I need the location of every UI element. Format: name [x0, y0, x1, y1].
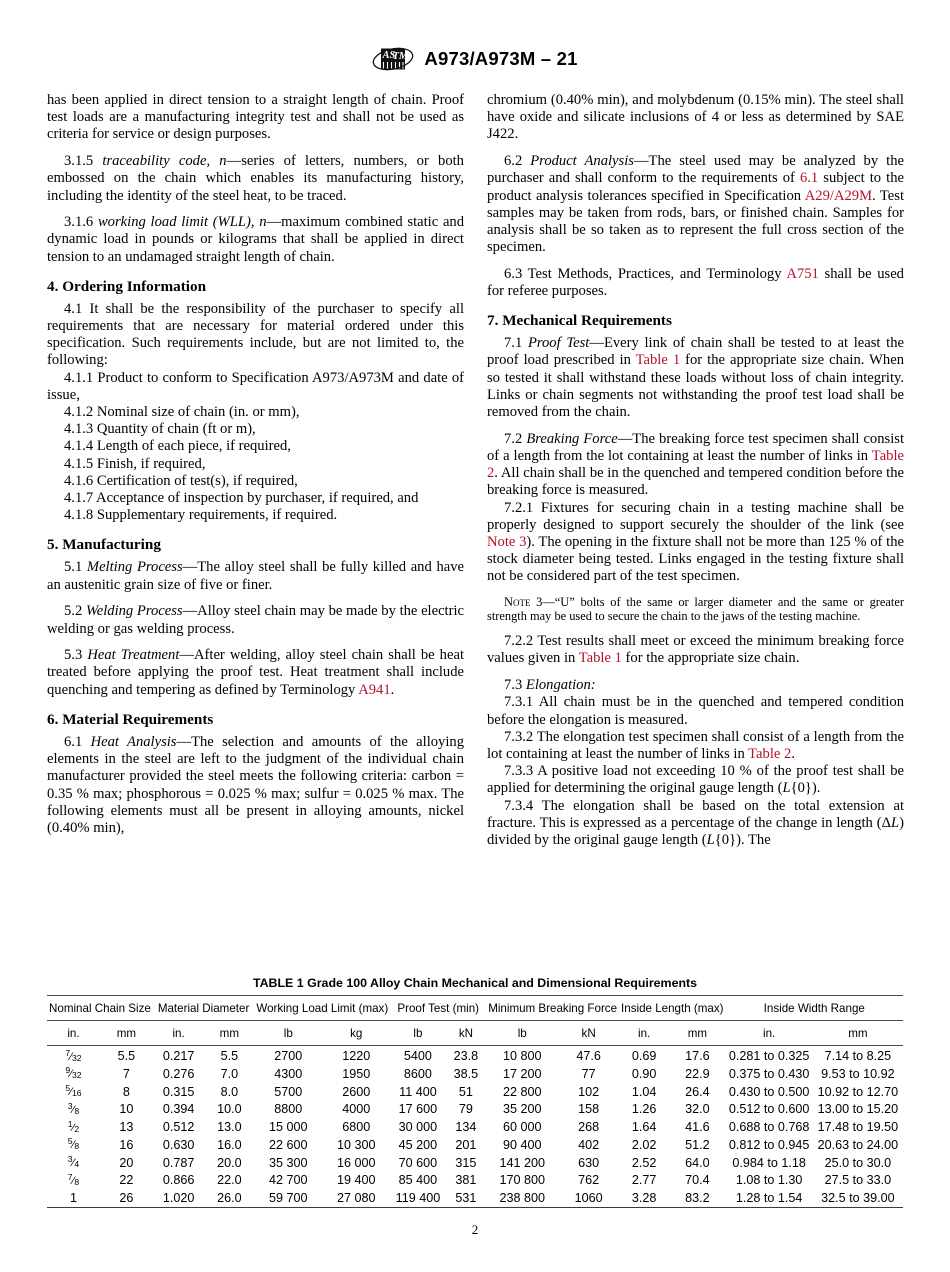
cell-diameter-in: 0.217: [162, 1049, 195, 1063]
clause-text-tail: ). The opening in the fixture shall not be more than 125 % of the stock diameter being tested. Links engaged in the testing fixture shall not be considered part of the test specimen.: [487, 533, 904, 585]
cell-proof-lb: 17 600: [398, 1102, 438, 1117]
cell-inside-length-in: 2.52: [631, 1155, 657, 1170]
col-unit-mm: mm: [219, 1027, 239, 1041]
paragraph-4-1: 4.1 It shall be the responsibility of the purchaser to specify all requirements that are necessary for material ordered under this specification. Such requirements include, but are not limited to, the following:: [47, 300, 464, 369]
definition-text: —Alloy steel chain may be made by the electric welding or gas welding process.: [47, 603, 465, 637]
cell-diameter-in: 0.866: [162, 1173, 195, 1188]
definition-text: —The breaking force test specimen shall consist of a length from the lot containing at least the number of links in: [487, 430, 904, 464]
col-unit-lb: lb: [283, 1027, 293, 1041]
cell-mbf-kn: 47.6: [576, 1049, 601, 1063]
clause-text-tail: {0}). The: [714, 832, 771, 848]
cell-inside-length-in: 0.69: [631, 1049, 657, 1063]
paragraph-3-1-5: [47, 153, 464, 205]
cell-inside-length-mm: 70.4: [685, 1173, 710, 1188]
cell-inside-length-mm: 64.0: [685, 1155, 710, 1170]
col-unit-in: in.: [638, 1027, 651, 1041]
cell-wll-kg: 2600: [342, 1084, 371, 1099]
table-row: [47, 1119, 903, 1137]
cell-wll-kg: 10 300: [336, 1137, 376, 1152]
link-clause-6-1[interactable]: 6.1: [799, 170, 819, 187]
cell-nominal-mm: 10: [119, 1102, 134, 1117]
paragraph-4-1-2: 4.1.2 Nominal size of chain (in. or mm),: [64, 404, 300, 421]
paragraph-3-1-6: [47, 214, 464, 266]
col-unit-kg: kg: [350, 1027, 363, 1041]
paragraph-5-1: [47, 559, 464, 593]
clause-number: 6.2: [504, 153, 523, 170]
col-group-inside-width-range: Inside Width Range: [763, 1002, 865, 1015]
cell-proof-lb: 30 000: [398, 1120, 438, 1135]
cell-mbf-kn: 402: [578, 1137, 600, 1152]
clause-text: 7.3.2 The elongation test specimen shall consist of a length from the lot containing at least the number of links in: [487, 728, 904, 762]
note-3: [487, 595, 904, 624]
cell-wll-lb: 22 600: [269, 1137, 308, 1152]
clause-text: 7.2.1 Fixtures for securing chain in a testing machine shall be properly designed to support securely the shoulder of the link (see: [487, 499, 904, 533]
symbol-gauge-length: L: [782, 780, 791, 797]
cell-mbf-lb: 17 200: [502, 1066, 542, 1081]
cell-inside-length-in: 3.28: [631, 1191, 657, 1206]
cell-nominal-mm: 8: [122, 1084, 130, 1099]
cell-diameter-in: 0.315: [162, 1084, 195, 1099]
cell-inside-width-in: 0.512 to 0.600: [728, 1102, 810, 1117]
cell-diameter-mm: 22.0: [217, 1173, 242, 1188]
symbol-delta-length: L: [891, 814, 900, 831]
paragraph-4-1-3: 4.1.3 Quantity of chain (ft or m),: [64, 421, 256, 438]
paragraph-4-1-1: 4.1.1 Product to conform to Specification A973/A973M and date of issue,: [47, 369, 464, 403]
cell-inside-length-in: 1.64: [631, 1120, 657, 1135]
cell-proof-kn: 79: [458, 1102, 473, 1117]
cell-diameter-in: 0.512: [162, 1120, 195, 1135]
cell-inside-width-in: 1.28 to 1.54: [735, 1191, 803, 1206]
cell-diameter-in: 0.787: [162, 1155, 195, 1170]
table-bottom-rule: [47, 1208, 903, 1210]
clause-number: 3.1.5: [64, 153, 94, 170]
clause-text-tail: for the appropriate size chain.: [621, 650, 800, 667]
definition-text: —After welding, alloy steel chain shall be heat treated before applying the proof test. Heat treatment shall include quenching and tempering as defined by Terminology: [47, 647, 464, 698]
cell-proof-kn: 315: [455, 1155, 477, 1170]
cell-wll-kg: 1220: [342, 1049, 371, 1063]
definition-text: —Every link of chain shall be tested to at least the proof load prescribed in: [487, 335, 904, 369]
paragraph-7-2-2: [487, 633, 904, 667]
cell-wll-kg: 4000: [342, 1102, 371, 1117]
cell-mbf-lb: 60 000: [502, 1120, 542, 1135]
cell-mbf-lb: 141 200: [499, 1155, 545, 1170]
cell-nominal-size-in: 1: [69, 1191, 77, 1206]
cell-nominal-mm: 13: [119, 1120, 134, 1135]
cell-nominal-mm: 7: [122, 1066, 130, 1081]
cell-proof-kn: 23.8: [453, 1049, 479, 1063]
cell-wll-lb: 35 300: [269, 1155, 308, 1170]
cell-nominal-size-in: $^9⁄_{32}$: [65, 1065, 82, 1081]
cell-mbf-lb: 238 800: [499, 1191, 545, 1206]
cell-proof-kn: 134: [455, 1120, 477, 1135]
link-table-1[interactable]: Table 1: [635, 352, 681, 369]
clause-number: 5.2: [64, 603, 83, 620]
cell-mbf-kn: 1060: [574, 1191, 603, 1206]
svg-text:TM: TM: [392, 51, 409, 62]
cell-inside-width-mm: 25.0 to 30.0: [824, 1155, 892, 1170]
cell-proof-lb: 8600: [403, 1066, 432, 1081]
cell-proof-kn: 38.5: [453, 1066, 479, 1081]
page-number: 2: [471, 1222, 479, 1237]
clause-text-tail: shall be used for referee purposes.: [487, 265, 904, 300]
cell-mbf-kn: 77: [581, 1066, 596, 1081]
cell-mbf-lb: 22 800: [502, 1084, 542, 1099]
cell-nominal-mm: 5.5: [117, 1049, 136, 1063]
col-unit-lb: lb: [413, 1027, 423, 1041]
definition-text-tail: for the appropriate size chain. When so tested it shall withstand these loads without loss of chain integrity. Links or chain segments not withstanding the proof test load shall be removed from the chain.: [487, 352, 904, 421]
term-product-analysis: Product Analysis: [530, 153, 634, 170]
cell-mbf-kn: 158: [578, 1102, 600, 1117]
cell-mbf-kn: 630: [578, 1155, 600, 1170]
term-working-load-limit: working load limit (WLL), n: [97, 214, 267, 231]
cell-inside-length-in: 2.77: [631, 1173, 657, 1188]
cell-diameter-mm: 20.0: [217, 1155, 242, 1170]
link-a941[interactable]: A941: [358, 681, 391, 698]
paragraph-4-1-6: 4.1.6 Certification of test(s), if required,: [64, 472, 298, 489]
cell-inside-width-mm: 10.92 to 12.70: [817, 1084, 899, 1099]
cell-proof-kn: 201: [455, 1137, 477, 1152]
paragraph-4-1-7: 4.1.7 Acceptance of inspection by purchaser, if required, and: [64, 490, 419, 507]
clause-text: 6.3 Test Methods, Practices, and Terminology: [504, 265, 787, 282]
cell-inside-width-mm: 9.53 to 10.92: [821, 1066, 895, 1081]
section-heading-5: 5. Manufacturing: [47, 536, 161, 554]
term-proof-test: Proof Test: [527, 335, 590, 352]
table-1-caption: TABLE 1 Grade 100 Alloy Chain Mechanical and Dimensional Requirements: [252, 976, 698, 990]
definition-text: —The steel used may be analyzed by the purchaser and shall conform to the requirements of: [487, 153, 904, 187]
definition-text-tail: . All chain shall be in the quenched and tempered condition before the breaking force is measured.: [487, 465, 904, 499]
note-label: Note: [504, 594, 531, 609]
cell-nominal-size-in: $^1⁄_2$: [67, 1118, 80, 1134]
table-unit-header-row: [47, 1022, 903, 1046]
cell-wll-kg: 6800: [342, 1120, 371, 1135]
clause-number: 7.1: [504, 335, 523, 352]
cell-mbf-lb: 35 200: [502, 1102, 542, 1117]
cell-mbf-kn: 102: [578, 1084, 600, 1099]
cell-inside-length-in: 2.02: [631, 1137, 657, 1152]
clause-number: 5.1: [64, 559, 83, 576]
cell-mbf-kn: 762: [578, 1173, 600, 1188]
cell-nominal-mm: 26: [119, 1191, 134, 1206]
cell-proof-lb: 11 400: [399, 1084, 437, 1099]
clause-number: 3.1.6: [64, 214, 94, 231]
term-heat-analysis: Heat Analysis: [90, 733, 177, 750]
table-group-header-row: [47, 997, 903, 1021]
cell-inside-length-mm: 17.6: [685, 1049, 710, 1063]
col-group-nominal-chain-size: Nominal Chain Size: [49, 1002, 151, 1015]
cell-diameter-mm: 13.0: [217, 1120, 242, 1135]
term-melting-process: Melting Process: [86, 559, 183, 576]
section-heading-4: 4. Ordering Information: [47, 277, 207, 295]
term-traceability-code: traceability code, n: [102, 153, 227, 170]
cell-inside-width-mm: 13.00 to 15.20: [817, 1102, 899, 1117]
cell-diameter-mm: 26.0: [217, 1191, 242, 1206]
cell-proof-lb: 119 400: [395, 1191, 441, 1206]
definition-text: —The alloy steel shall be fully killed and have an austenitic grain size of five or finer.: [47, 559, 464, 593]
cell-inside-length-mm: 41.6: [685, 1120, 710, 1135]
cell-mbf-kn: 268: [578, 1120, 600, 1135]
paragraph-continuation: chromium (0.40% min), and molybdenum (0.15% min). The steel shall have oxide and silicate inclusions of 4 or less as determined by SAE J422.: [487, 92, 904, 143]
term-elongation: Elongation:: [525, 677, 596, 694]
note-text: 3—“U” bolts of the same or larger diameter and the same or greater strength may be used to secure the chain to the jaws of the testing machine.: [487, 594, 904, 624]
col-unit-mm: mm: [848, 1027, 868, 1041]
paragraph-6-3: [487, 266, 904, 300]
paragraph-7-3-3: [487, 763, 904, 797]
definition-text-tail: . Test samples may be taken from rods, bars, or finished chain. Samples for analysis shall be so taken as to represent the full cross section of the specimen.: [487, 187, 905, 256]
symbol-gauge-length: L: [706, 832, 715, 848]
clause-text: ) divided by the original gauge length (: [487, 814, 904, 848]
link-table-2[interactable]: Table 2: [748, 745, 792, 762]
document-title: A973/A973M – 21: [424, 48, 578, 69]
term-welding-process: Welding Process: [85, 603, 183, 620]
clause-text: 7.3.4 The elongation shall be based on the total extension at fracture. This is expressed as a percentage of the change in length (Δ: [487, 797, 904, 831]
svg-text:AS: AS: [382, 50, 396, 61]
cell-inside-length-in: 1.26: [631, 1102, 657, 1117]
term-heat-treatment: Heat Treatment: [87, 647, 180, 664]
col-unit-in: in.: [172, 1027, 185, 1041]
table-row: [47, 1154, 903, 1172]
cell-nominal-mm: 20: [119, 1155, 134, 1170]
cell-inside-width-mm: 20.63 to 24.00: [817, 1137, 899, 1152]
cell-inside-width-mm: 27.5 to 33.0: [824, 1173, 892, 1188]
table-row: [47, 1172, 903, 1190]
section-heading-7: 7. Mechanical Requirements: [487, 312, 672, 330]
cell-nominal-size-in: $^7⁄_{32}$: [65, 1047, 82, 1063]
col-unit-lb: lb: [517, 1027, 527, 1041]
cell-nominal-size-in: $^7⁄_8$: [67, 1172, 80, 1187]
col-unit-kn: kN: [581, 1027, 596, 1041]
table-row: [47, 1101, 903, 1119]
paragraph-4-1-4: 4.1.4 Length of each piece, if required,: [64, 438, 291, 455]
paragraph-5-3: [47, 647, 464, 699]
cell-diameter-mm: 8.0: [220, 1084, 239, 1099]
cell-diameter-in: 0.630: [162, 1137, 195, 1152]
clause-text-tail: {0}).: [790, 780, 821, 797]
cell-inside-width-mm: 7.14 to 8.25: [824, 1049, 892, 1063]
cell-proof-lb: 45 200: [398, 1137, 438, 1152]
clause-number: 7.3: [504, 677, 523, 694]
paragraph-4-1-5: 4.1.5 Finish, if required,: [64, 455, 206, 472]
cell-nominal-mm: 16: [119, 1137, 134, 1152]
table-row: [47, 1083, 903, 1101]
cell-inside-length-in: 1.04: [631, 1084, 657, 1099]
cell-diameter-in: 0.276: [162, 1066, 195, 1081]
cell-wll-lb: 8800: [274, 1102, 303, 1117]
cell-inside-width-mm: 17.48 to 19.50: [817, 1120, 899, 1135]
cell-mbf-lb: 170 800: [499, 1173, 545, 1188]
cell-inside-width-in: 0.375 to 0.430: [728, 1066, 810, 1081]
left-text-column: [47, 92, 464, 837]
cell-inside-width-in: 0.812 to 0.945: [728, 1137, 810, 1152]
cell-diameter-mm: 16.0: [217, 1137, 242, 1152]
definition-text: —series of letters, numbers, or both embossed on the chain which enables its manufacturing history, including the identity of the steel heat, to be traced.: [47, 153, 464, 204]
cell-inside-width-in: 0.281 to 0.325: [728, 1049, 810, 1063]
col-unit-mm: mm: [687, 1027, 708, 1041]
cell-proof-kn: 531: [455, 1191, 477, 1206]
clause-text: 7.2.2 Test results shall meet or exceed the minimum breaking force values given in: [487, 633, 904, 667]
paragraph-7-2: [487, 431, 904, 500]
definition-text-tail: .: [390, 681, 395, 698]
cell-inside-length-mm: 51.2: [685, 1137, 710, 1152]
col-group-material-diameter: Material Diameter: [157, 1002, 250, 1015]
cell-inside-width-in: 0.984 to 1.18: [732, 1155, 806, 1170]
document-header: [0, 44, 950, 74]
link-note-3[interactable]: Note 3: [487, 533, 527, 550]
cell-nominal-size-in: $^5⁄_{16}$: [65, 1083, 82, 1099]
paragraph-6-1: [47, 734, 464, 837]
col-group-minimum-breaking-force: Minimum Breaking Force: [488, 1002, 618, 1015]
paragraph-4-1-8: 4.1.8 Supplementary requirements, if required.: [64, 507, 338, 524]
cell-wll-lb: 4300: [274, 1066, 303, 1081]
cell-inside-width-in: 0.688 to 0.768: [728, 1120, 810, 1135]
cell-proof-lb: 70 600: [398, 1155, 438, 1170]
definition-text: —maximum combined static and dynamic load in pounds or kilograms that shall be applied in direct tension to an undamaged straight length of chain.: [47, 214, 465, 265]
cell-nominal-mm: 22: [119, 1173, 134, 1188]
cell-diameter-mm: 10.0: [217, 1102, 242, 1117]
cell-wll-lb: 5700: [274, 1084, 303, 1099]
col-group-inside-length: Inside Length (max): [621, 1002, 724, 1015]
paragraph-5-2: [47, 603, 464, 637]
col-unit-in: in.: [763, 1027, 776, 1041]
cell-nominal-size-in: $^3⁄_8$: [67, 1100, 80, 1116]
col-unit-kn: kN: [458, 1027, 473, 1041]
link-a751[interactable]: A751: [786, 265, 819, 282]
link-a29-a29m[interactable]: A29/A29M: [804, 187, 873, 204]
clause-number: 6.1: [64, 733, 83, 750]
paragraph-7-2-1: [487, 500, 904, 586]
col-group-proof-test: Proof Test (min): [397, 1002, 479, 1015]
paragraph-6-2: [487, 153, 904, 256]
section-heading-6: 6. Material Requirements: [47, 710, 214, 728]
paragraph-7-3-2: [487, 729, 904, 763]
table-body: [47, 1047, 903, 1208]
cell-inside-width-mm: 32.5 to 39.00: [821, 1191, 895, 1206]
paragraph-7-1: [487, 335, 904, 421]
paragraph-7-3: [487, 677, 904, 694]
table-row: [47, 1190, 903, 1208]
cell-mbf-lb: 90 400: [502, 1137, 542, 1152]
cell-inside-length-mm: 26.4: [685, 1084, 710, 1099]
cell-wll-kg: 1950: [342, 1066, 371, 1081]
term-breaking-force: Breaking Force: [526, 430, 618, 447]
definition-text: —The selection and amounts of the alloying elements in the steel are left to the judgment of the individual chain manufacturer provided the steel meets the following criteria: carbon = 0.35 % max; phosphorous = 0.025 % max; sulfur = 0.025 % max. The following elements must all be present in alloying amounts, nickel (0.40% min),: [47, 733, 464, 836]
cell-diameter-in: 0.394: [162, 1102, 195, 1117]
cell-wll-lb: 59 700: [269, 1191, 308, 1206]
col-unit-mm: mm: [116, 1027, 137, 1041]
cell-proof-lb: 5400: [403, 1049, 432, 1063]
col-unit-in: in.: [67, 1027, 80, 1041]
cell-proof-kn: 381: [455, 1173, 477, 1188]
cell-wll-kg: 16 000: [336, 1155, 376, 1170]
paragraph-continuation: has been applied in direct tension to a straight length of chain. Proof test loads are a manufacturing integrity test and shall not be used as criteria for service or design purposes.: [47, 92, 464, 143]
cell-nominal-size-in: $^3⁄_4$: [67, 1154, 80, 1170]
paragraph-7-3-1: 7.3.1 All chain must be in the quenched and tempered condition before the elongation is measured.: [487, 694, 904, 728]
clause-number: 7.2: [504, 430, 523, 447]
cell-inside-length-mm: 22.9: [685, 1066, 710, 1081]
cell-inside-length-mm: 32.0: [685, 1102, 710, 1117]
cell-nominal-size-in: $^5⁄_8$: [67, 1136, 80, 1152]
clause-text: 7.3.3 A positive load not exceeding 10 % of the proof test shall be applied for determining the original gauge length (: [487, 763, 904, 797]
definition-text: subject to the product analysis tolerances specified in Specification: [487, 170, 904, 204]
cell-wll-lb: 2700: [274, 1049, 303, 1063]
cell-wll-kg: 19 400: [336, 1173, 376, 1188]
table-row: [47, 1065, 903, 1083]
table-row: [47, 1136, 903, 1154]
cell-diameter-in: 1.020: [162, 1191, 195, 1206]
cell-diameter-mm: 5.5: [220, 1049, 239, 1063]
cell-wll-lb: 42 700: [269, 1173, 308, 1188]
astm-logo-icon: [372, 44, 414, 74]
cell-wll-lb: 15 000: [269, 1120, 308, 1135]
cell-inside-length-in: 0.90: [631, 1066, 657, 1081]
clause-number: 5.3: [64, 647, 83, 664]
table-row: [47, 1047, 903, 1065]
cell-inside-length-mm: 83.2: [685, 1191, 710, 1206]
link-table-2[interactable]: Table 2: [487, 447, 904, 482]
table-1: [47, 995, 903, 1209]
cell-proof-kn: 51: [458, 1084, 473, 1099]
cell-mbf-lb: 10 800: [502, 1049, 542, 1063]
right-text-column: [487, 92, 904, 849]
link-table-1[interactable]: Table 1: [578, 650, 622, 667]
cell-diameter-mm: 7.0: [220, 1066, 239, 1081]
table-1-container: [47, 976, 903, 1209]
paragraph-7-3-4: [487, 798, 904, 850]
cell-proof-lb: 85 400: [398, 1173, 438, 1188]
cell-wll-kg: 27 080: [336, 1191, 376, 1206]
col-group-working-load-limit: Working Load Limit (max): [256, 1002, 389, 1015]
cell-inside-width-in: 1.08 to 1.30: [735, 1173, 803, 1188]
cell-inside-width-in: 0.430 to 0.500: [728, 1084, 810, 1099]
clause-text-tail: .: [791, 745, 795, 762]
